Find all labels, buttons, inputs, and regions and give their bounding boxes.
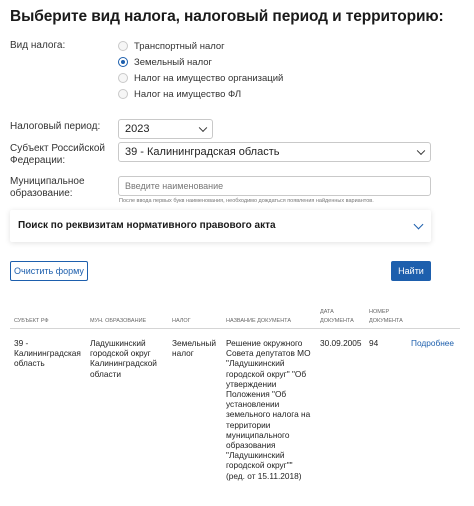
municipality-search-input[interactable]: Введите наименование	[118, 176, 431, 196]
municipality-hint: После ввода первых букв наименования, необходимо дождаться появления найденных вариантов.	[119, 198, 374, 204]
tax-period-value: 2023	[125, 123, 150, 135]
cell-subject: 39 - Калининградская область	[14, 338, 81, 369]
radio-label: Транспортный налог	[134, 40, 225, 52]
cell-doc-date: 30.09.2005	[320, 338, 362, 348]
col-header-subject: СУБЪЕКТ РФ	[14, 318, 49, 324]
tax-type-label: Вид налога:	[10, 40, 66, 51]
col-header-municipality: МУН. ОБРАЗОВАНИЕ	[90, 318, 147, 324]
radio-button[interactable]	[118, 89, 128, 99]
tax-period-label: Налоговый период:	[10, 121, 101, 132]
col-header-doc-date-2: ДОКУМЕНТА	[320, 318, 354, 324]
cell-doc-name: Решение окружного Совета депутатов МО "Ладушкинский городской округ" "Об утверждении Положения "Об установлении земельного налога на территории муниципального образования "Ладушкинский городской округ"" (ред. от 15.11.2018)	[226, 338, 311, 481]
table-header	[10, 305, 460, 329]
col-header-doc-number-2: ДОКУМЕНТА	[369, 318, 403, 324]
radio-label: Налог на имущество ФЛ	[134, 88, 242, 100]
cell-doc-number: 94	[369, 338, 379, 348]
radio-option-transport[interactable]	[118, 38, 283, 54]
tax-type-radio-group	[118, 38, 283, 102]
col-header-doc-date: ДАТА	[320, 309, 334, 315]
find-button[interactable]: Найти	[391, 261, 431, 281]
radio-label: Налог на имущество организаций	[134, 72, 284, 84]
radio-button-checked[interactable]	[118, 57, 128, 67]
chevron-down-icon	[417, 147, 425, 155]
tax-period-select[interactable]	[118, 119, 213, 139]
radio-option-land[interactable]	[118, 54, 283, 70]
col-header-tax: НАЛОГ	[172, 318, 191, 324]
chevron-down-icon	[199, 124, 207, 132]
chevron-down-icon[interactable]	[414, 220, 424, 230]
cell-municipality: Ладушкинский городской округ Калининградской области	[90, 338, 157, 379]
page-title: Выберите вид налога, налоговый период и территорию:	[10, 8, 444, 25]
col-header-doc-number: НОМЕР	[369, 309, 390, 315]
radio-button[interactable]	[118, 41, 128, 51]
subject-label: Субъект Российской Федерации:	[10, 143, 105, 166]
accordion-title: Поиск по реквизитам нормативного правового акта	[18, 220, 276, 231]
subject-select[interactable]	[118, 142, 431, 162]
municipality-label: Муниципальное образование:	[10, 176, 85, 199]
radio-button[interactable]	[118, 73, 128, 83]
radio-label: Земельный налог	[134, 56, 212, 68]
col-header-doc-name: НАЗВАНИЕ ДОКУМЕНТА	[226, 318, 292, 324]
subject-value: 39 - Калининградская область	[125, 146, 280, 158]
act-search-accordion[interactable]	[10, 210, 431, 242]
cell-tax: Земельный налог	[172, 338, 217, 359]
radio-option-personal-property[interactable]	[118, 86, 283, 102]
radio-option-org-property[interactable]	[118, 70, 283, 86]
details-link[interactable]: Подробнее	[411, 338, 455, 348]
clear-form-button[interactable]: Очистить форму	[10, 261, 88, 281]
